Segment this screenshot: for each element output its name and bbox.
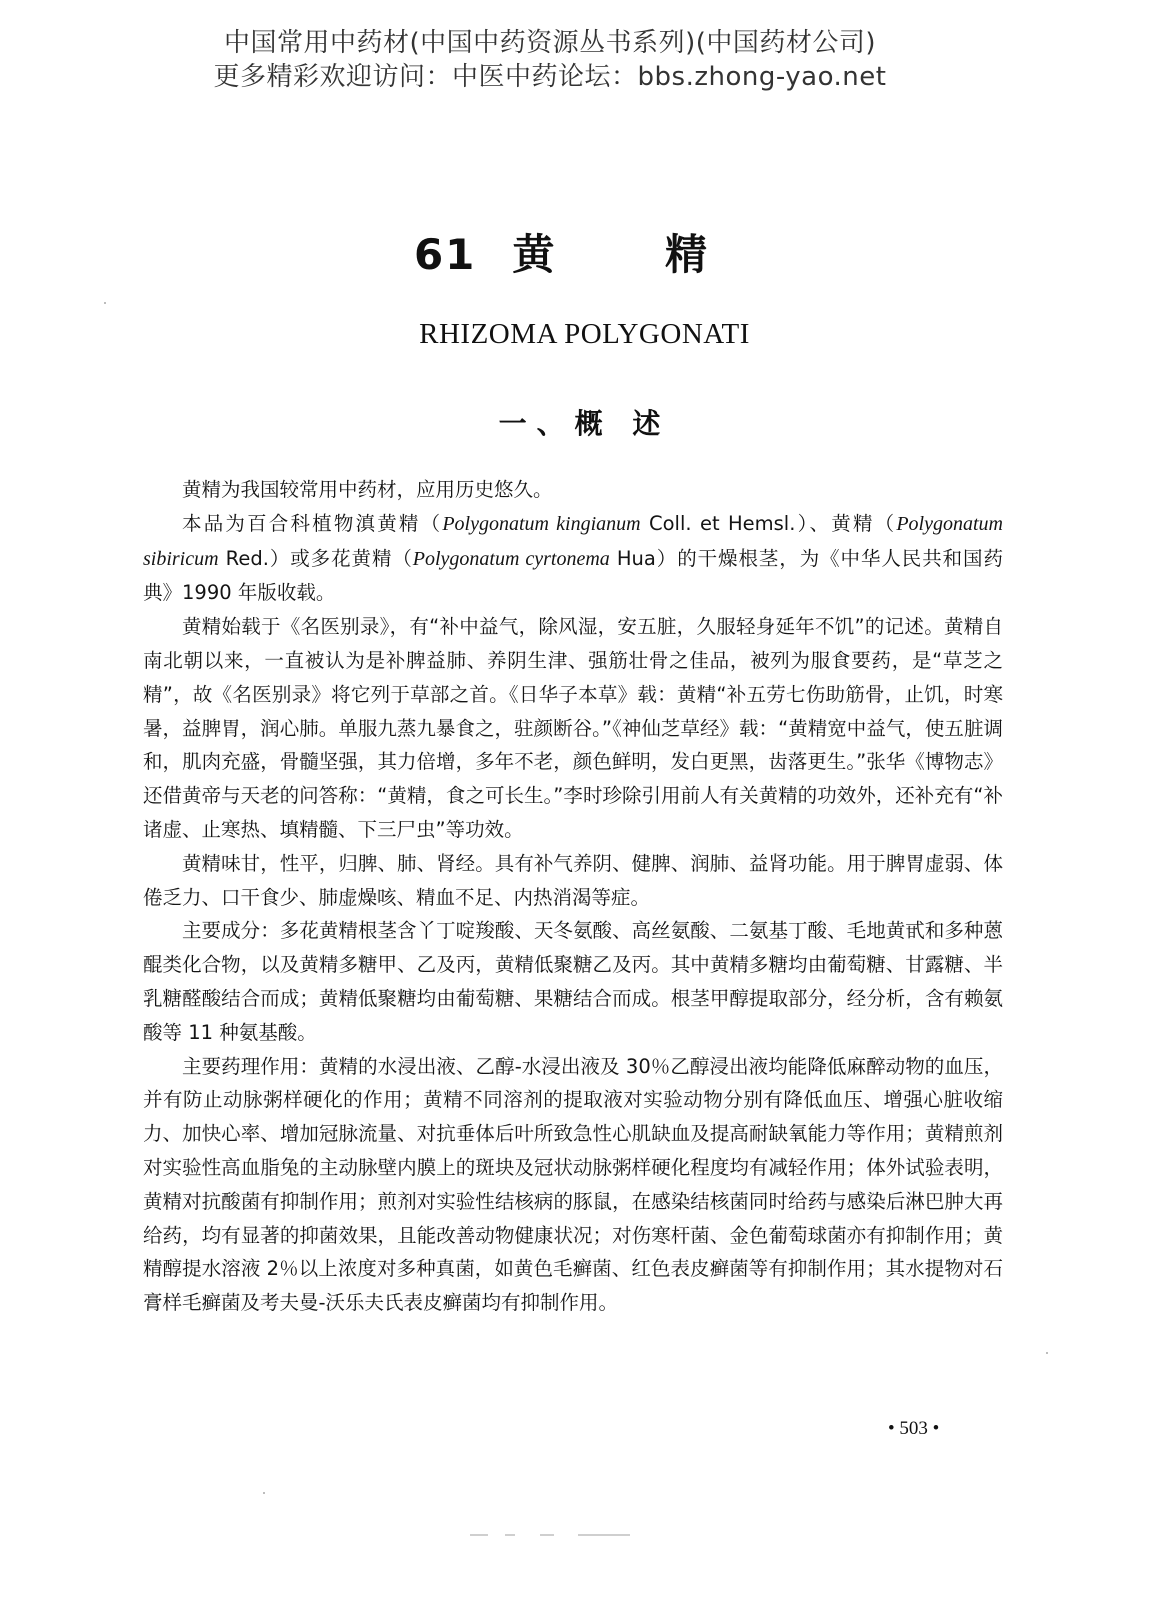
paragraph-2	[143, 507, 1003, 610]
scan-artifact	[263, 1492, 265, 1494]
paragraph-5: 主要成分：多花黄精根茎含丫丁啶羧酸、天冬氨酸、高丝氨酸、二氨基丁酸、毛地黄甙和多种蒽醌类化合物，以及黄精多糖甲、乙及丙，黄精低聚糖乙及丙。其中黄精多糖均由葡萄糖、甘露糖、半乳糖醛酸结合而成；黄精低聚糖均由葡萄糖、果糖结合而成。根茎甲醇提取部分，经分析，含有赖氨酸等 11 种氨基酸。	[143, 919, 1003, 1044]
scan-artifact	[540, 1534, 554, 1536]
chapter-number: 61	[413, 230, 477, 279]
scan-artifact	[1046, 1352, 1048, 1354]
page-number: • 503 •	[888, 1418, 940, 1439]
paragraph-3: 黄精始载于《名医别录》，有“补中益气，除风湿，安五脏，久服轻身延年不饥”的记述。黄精自南北朝以来，一直被认为是补脾益肺、养阴生津、强筋壮骨之佳品，被列为服食要药，是“草芝之精”，故《名医别录》将它列于草部之首。《日华子本草》载：黄精“补五劳七伤助筋骨，止饥，时寒暑，益脾胃，润心肺。单服九蒸九暴食之，驻颜断谷。”《神仙芝草经》载：“黄精宽中益气，使五脏调和，肌肉充盛，骨髓坚强，其力倍增，多年不老，颜色鲜明，发白更黑，齿落更生。”张华《博物志》还借黄帝与天老的问答称：“黄精，食之可长生。”李时珍除引用前人有关黄精的功效外，还补充有“补诸虚、止寒热、填精髓、下三尸虫”等功效。	[143, 615, 1003, 841]
species-name-cyrtonema: Polygonatum cyrtonema	[412, 547, 610, 570]
header-line-1: 中国常用中药材(中国中药资源丛书系列)(中国药材公司)	[223, 28, 877, 58]
header-line-2: 更多精彩欢迎访问：中医中药论坛：bbs.zhong-yao.net	[213, 62, 887, 92]
section-title: 一、概 述	[498, 407, 671, 440]
paragraph-2-text-1: 本品为百合科植物滇黄精（	[182, 511, 443, 535]
paragraph-4: 黄精味甘，性平，归脾、肺、肾经。具有补气养阴、健脾、润肺、益肾功能。用于脾胃虚弱、体倦乏力、口干食少、肺虚燥咳、精血不足、内热消渴等症。	[143, 851, 1003, 909]
latin-name: RHIZOMA POLYGONATI	[419, 318, 750, 350]
species-name-kingianum: Polygonatum kingianum	[442, 512, 641, 535]
paragraph-2-text-4: Hua）的干燥根茎，为《中华人民共和国药典》1990 年版收载。	[143, 546, 1003, 605]
paragraph-6: 主要药理作用：黄精的水浸出液、乙醇-水浸出液及 30％乙醇浸出液均能降低麻醉动物的血压，并有防止动脉粥样硬化的作用；黄精不同溶剂的提取液对实验动物分别有降低血压、增强心脏收缩力、加快心率、增加冠脉流量、对抗垂体后叶所致急性心肌缺血及提高耐缺氧能力等作用；黄精煎剂对实验性高血脂兔的主动脉壁内膜上的斑块及冠状动脉粥样硬化程度均有减轻作用；体外试验表明，黄精对抗酸菌有抑制作用；煎剂对实验性结核病的豚鼠，在感染结核菌同时给药与感染后淋巴肿大再给药，均有显著的抑菌效果，且能改善动物健康状况；对伤寒杆菌、金色葡萄球菌亦有抑制作用；黄精醇提水溶液 2％以上浓度对多种真菌，如黄色毛癣菌、红色表皮癣菌等有抑制作用；其水提物对石膏样毛癣菌及考夫曼-沃乐夫氏表皮癣菌均有抑制作用。	[143, 1054, 1003, 1315]
scan-artifact	[470, 1534, 488, 1536]
paragraph-2-text-3: Red.）或多花黄精（	[218, 546, 413, 570]
scan-artifact	[578, 1534, 630, 1536]
chapter-heading	[0, 222, 1169, 282]
scan-artifact	[505, 1534, 515, 1536]
watermark-header	[150, 26, 950, 94]
scan-artifact	[104, 302, 106, 304]
paragraph-1: 黄精为我国较常用中药材，应用历史悠久。	[182, 478, 553, 501]
paragraph-2-text-2: Coll. et Hemsl.）、黄精（	[640, 511, 897, 535]
species-name-sibiricum: Polygonatum sibiricum	[143, 512, 1003, 570]
chapter-title: 黄 精	[512, 230, 756, 279]
body-text	[143, 473, 1003, 1320]
